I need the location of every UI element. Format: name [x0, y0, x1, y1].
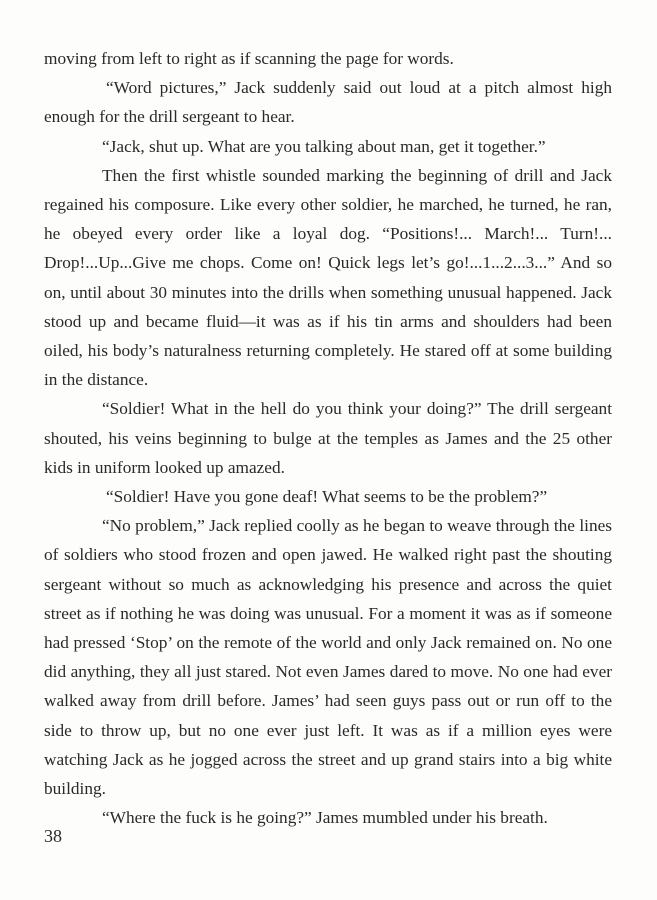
- paragraph-word-pictures: “Word pictures,” Jack suddenly said out loud at a pitch almost high enough for the drill sergeant to hear.: [44, 78, 612, 127]
- paragraph-first-whistle: Then the first whistle sounded marking the beginning of drill and Jack regained his composure. Like every other soldier, he marched, he turned, he ran, he obeyed every order like a loyal dog. “Positions!... March!... Turn!... Drop!...Up...Give me chops. Come on! Quick legs let’s go!...1...2...3...” And so on, until about 30 minutes into the drills when something unusual happened. Jack stood up and became fluid—it was as if his tin arms and shoulders had been oiled, his body’s naturalness returning completely. He stared off at some building in the distance.: [44, 165, 612, 390]
- page-number: 38: [44, 826, 62, 846]
- paragraph-soldier-what: “Soldier! What in the hell do you think your doing?” The drill sergeant shouted, his veins beginning to bulge at the temples as James and the 25 other kids in uniform looked up amazed.: [44, 399, 612, 477]
- paragraph-shut-up: “Jack, shut up. What are you talking about man, get it together.”: [102, 136, 546, 156]
- paragraph-gone-deaf: “Soldier! Have you gone deaf! What seems to be the problem?”: [106, 487, 548, 507]
- paragraph-no-problem: “No problem,” Jack replied coolly as he began to weave through the lines of soldiers who stood frozen and open jawed. He walked right past the shouting sergeant without so much as acknowledging his presence and across the quiet street as if nothing he was doing was unusual. For a moment it was as if someone had pressed ‘Stop’ on the remote of the world and only Jack remained on. No one did anything, they all just stared. Not even James dared to move. No one had ever walked away from drill before. James’ had seen guys pass out or run off to the side to throw up, but no one ever just left. It was as if a million eyes were watching Jack as he jogged across the street and up grand stairs into a big white building.: [44, 516, 612, 799]
- body-text: [44, 44, 612, 832]
- paragraph-where-going: “Where the fuck is he going?” James mumbled under his breath.: [102, 808, 548, 828]
- paragraph-continuation: moving from left to right as if scanning the page for words.: [44, 49, 454, 68]
